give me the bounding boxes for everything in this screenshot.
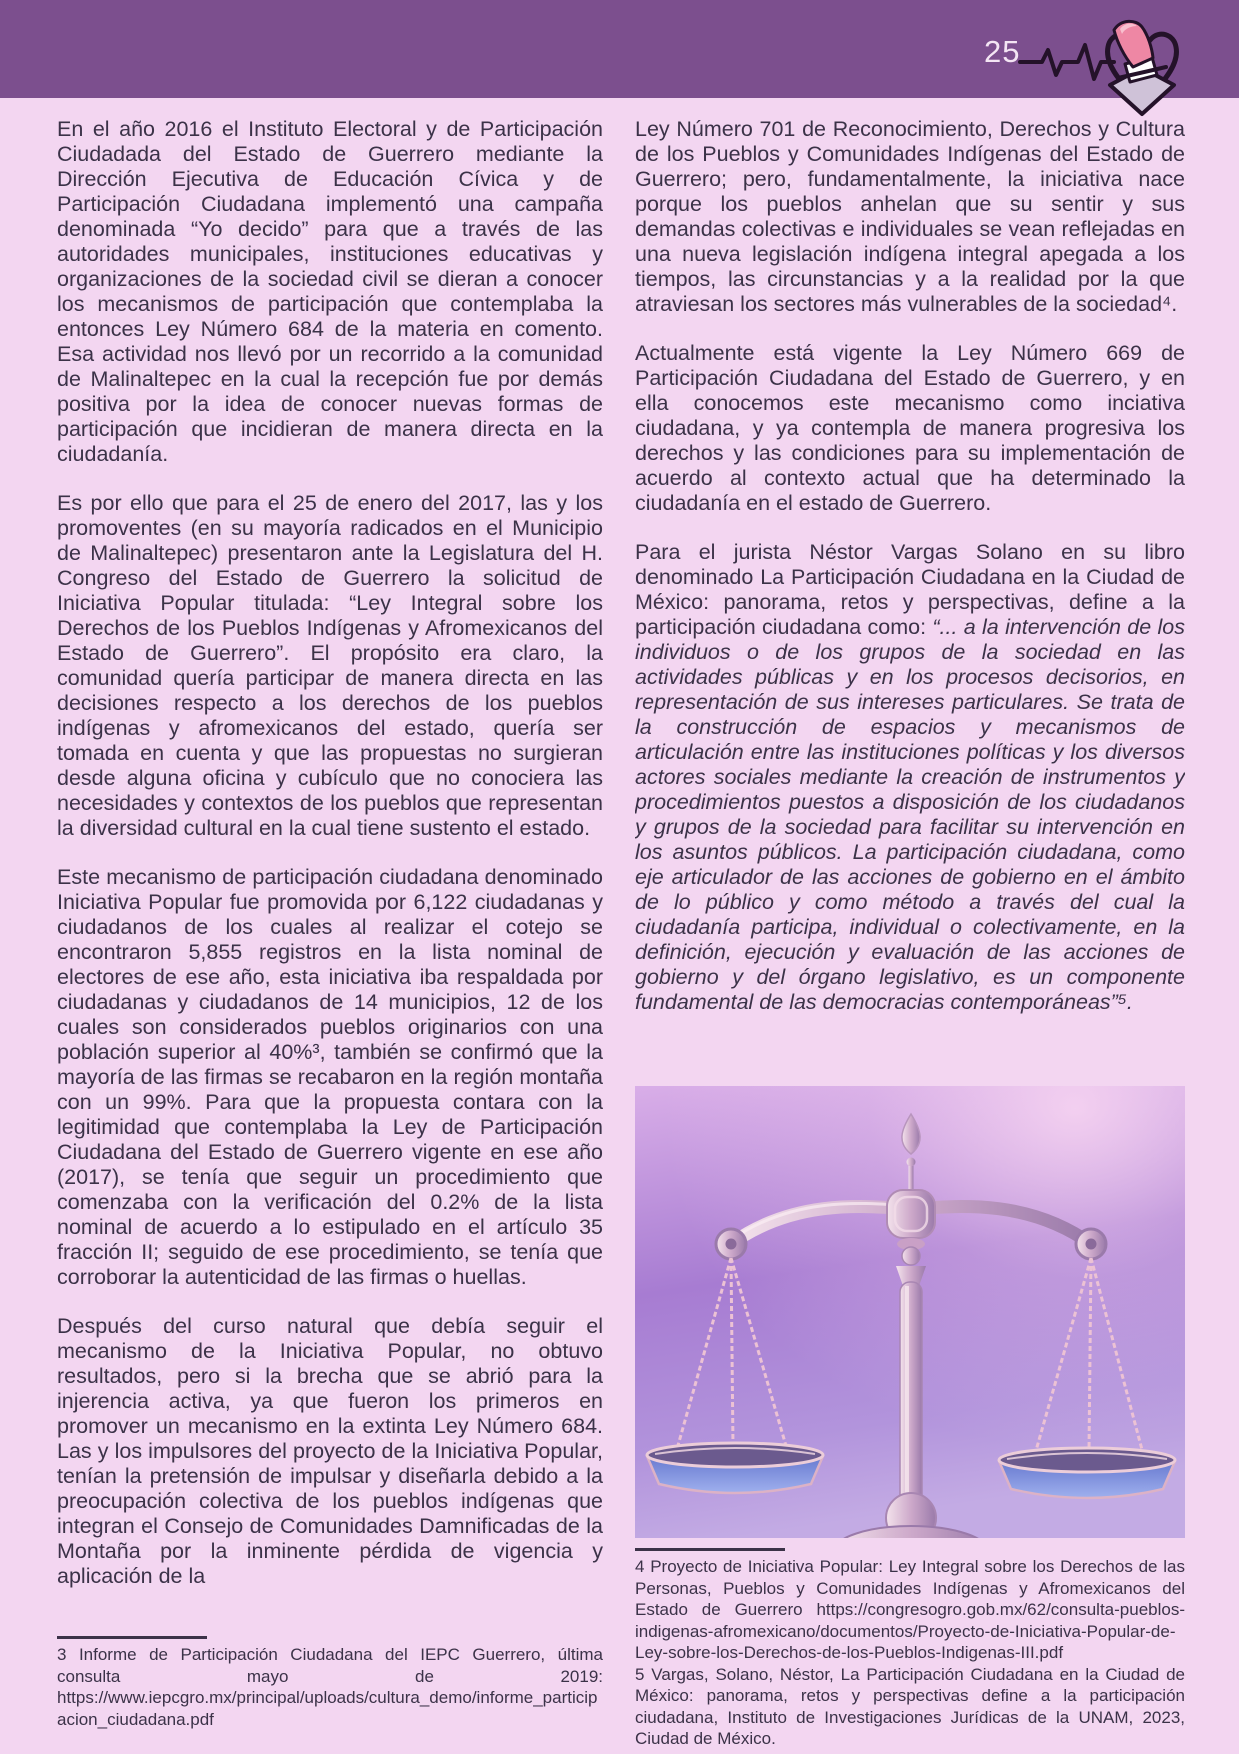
paragraph: Después del curso natural que debía seguir el mecanismo de la Iniciativa Popular, no obtuvo resultados, pero si la brecha que se abrió para la injerencia activa, ya que fueron los primeros en promover un mecanismo en la extinta Ley Número 684. Las y los impulsores del proyecto de la Iniciativa Popular, tenían la pretensión de impulsar y diseñarla debido a la preocupación colectiva de los pueblos indígenas que integran el Consejo de Comunidades Damnificadas de la Montaña por la inminente pérdida de vigencia y aplicación de la — [57, 1314, 603, 1588]
right-column — [635, 117, 1185, 1073]
pan-left — [647, 1443, 823, 1493]
footnote-text: 3 Informe de Participación Ciudadana del IEPC Guerrero, última consulta mayo de 2019: https://www.iepcgro.mx/principal/uploads/cultura_demo/informe_participacion_ciudadana.pdf — [57, 1645, 603, 1729]
heartbeat-ballot-logo — [1020, 12, 1196, 124]
pan-right — [999, 1448, 1175, 1498]
footnote-right — [635, 1548, 1185, 1750]
paragraph: Es por ello que para el 25 de enero del 2017, las y los promoventes (en su mayoría radicados en el Municipio de Malinaltepec) presentaron ante la Legislatura del H. Congreso del Estado de Guerrero la solicitud de Iniciativa Popular titulada: “Ley Integral sobre los Derechos de los Pueblos Indígenas y Afromexicanos del Estado de Guerrero”. El propósito era claro, la comunidad quería participar de manera directa en las decisiones respecto a los derechos de los pueblos indígenas y afromexicanos del estado, quería ser tomada en cuenta y que las propuestas no surgieran desde alguna oficina y cubículo que no conociera las necesidades y contextos de los pueblos que representan la diversidad cultural en la cual tiene sustento el estado. — [57, 491, 603, 840]
paragraph: Actualmente está vigente la Ley Número 669 de Participación Ciudadana del Estado de Guerrero, y en ella conocemos este mecanismo como inciativa ciudadana, y ya contempla de manera progresiva los derechos y las condiciones para su implementación de acuerdo al contexto actual que ha determinado la ciudadanía en el estado de Guerrero. — [635, 341, 1185, 515]
paragraph — [635, 540, 1185, 1015]
voting-hand-icon — [1114, 21, 1153, 67]
quote-italic-text: “... a la intervención de los individuos o de los grupos de la sociedad en las actividades públicas y en los procesos decisorios, en representación de sus intereses particulares. Se trata de la construcción de espacios y mecanismos de articulación entre las instituciones políticas y los diversos actores sociales mediante la creación de instrumentos y procedimientos puestos a disposición de los ciudadanos y grupos de la sociedad para facilitar su intervención en los asuntos públicos. La participación ciudadana, como eje articulador de las acciones de gobierno en el ámbito de lo público y como método a través del cual la ciudadanía participa, individual o colectivamente, en la definición, ejecución y evaluación de las acciones de gobierno y del órgano legislativo, es un componente fundamental de las democracias contemporáneas”⁵. — [635, 615, 1185, 1014]
footnote-left — [57, 1636, 603, 1730]
paragraph: Ley Número 701 de Reconocimiento, Derechos y Cultura de los Pueblos y Comunidades Indígenas del Estado de Guerrero; pero, fundamentalmente, la iniciativa nace porque los pueblos anhelan que su sentir y sus demandas colectivas e individuales se vean reflejadas en una nueva legislación indígena integral apegada a los tiempos, las circunstancias y a la realidad por la que atraviesan los sectores más vulnerables de la sociedad⁴. — [635, 117, 1185, 316]
paragraph: En el año 2016 el Instituto Electoral y de Participación Ciudadada del Estado de Guerrero mediante la Dirección Ejecutiva de Educación Cívica y de Participación Ciudadana implementó una campaña denominada “Yo decido” para que a través de las autoridades municipales, instituciones educativas y organizaciones de la sociedad civil se dieran a conocer los mecanismos de participación que contemplaba la entonces Ley Número 684 de la materia en comento. Esa actividad nos llevó por un recorrido a la comunidad de Malinaltepec en la cual la recepción fue por demás positiva por la idea de conocer nuevas formas de participación que incidieran de manera directa en la ciudadanía. — [57, 117, 603, 466]
footnote-separator — [635, 1548, 785, 1551]
ekg-line-icon — [1020, 45, 1114, 79]
justice-scales-image — [635, 1086, 1185, 1538]
page-header — [0, 0, 1239, 98]
scale-pole — [900, 1282, 922, 1510]
paragraph: Este mecanismo de participación ciudadana denominado Iniciativa Popular fue promovida por 6,122 ciudadanas y ciudadanos de los cuales al realizar el cotejo se encontraron 5,855 registros en la lista nominal de electores de ese año, esta iniciativa iba respaldada por ciudadanas y ciudadanos de 14 municipios, 12 de los cuales son considerados pueblos originarios con una población superior al 40%³, también se confirmó que la mayoría de las firmas se recabaron en la región montaña con un 99%. Para que la propuesta contara con la legitimidad que contemplaba la Ley de Participación Ciudadana del Estado de Guerrero vigente en ese año (2017), se tenía que seguir un procedimiento que comenzaba con la verificación del 0.2% de la lista nominal de acuerdo a lo estipulado en el artículo 35 fracción II; seguido de ese procedimiento, se tenía que corroborar la autenticidad de las firmas o huellas. — [57, 865, 603, 1289]
footnote-separator — [57, 1636, 207, 1639]
page-number: 25 — [984, 34, 1021, 69]
footnote-text: 5 Vargas, Solano, Néstor, La Participación Ciudadana en la Ciudad de México: panorama, retos y perspectivas define a la participación ciudadana, Instituto de Investigaciones Jurídicas de la UNAM, 2023, Ciudad de México. — [635, 1664, 1185, 1748]
left-column — [57, 117, 603, 1643]
quote-lead-text: Para el jurista Néstor Vargas Solano en su libro denominado La Participación Ciudadana en la Ciudad de México: panorama, retos y perspectivas, define a la participación ciudadana como: — [635, 540, 1185, 639]
footnote-text: 4 Proyecto de Iniciativa Popular: Ley Integral sobre los Derechos de las Personas, Pueblos y Comunidades Indígenas y Afromexicanos del Estado de Guerrero https://congresogro.gob.mx/62/consulta-pueblos-indigenas-afromexicano/documentos/Proyecto-de-Iniciativa-Popular-de-Ley-sobre-los-Derechos-de-los-Pueblos-Indigenas-III.pdf — [635, 1557, 1185, 1662]
